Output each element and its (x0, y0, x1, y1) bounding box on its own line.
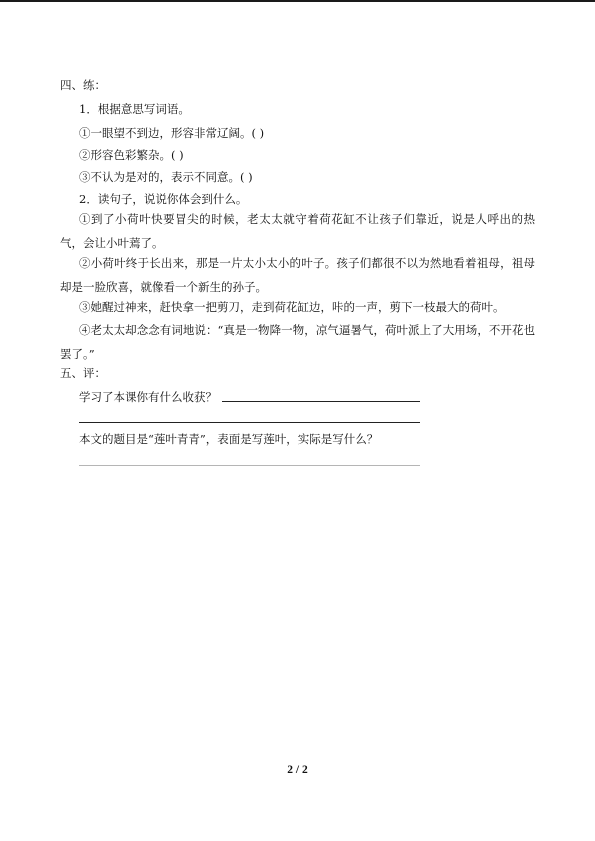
question1-item-3: ③不认为是对的，表示不同意。( ) (79, 170, 253, 184)
answer-line-2[interactable] (79, 422, 420, 423)
section4-heading: 四、练： (60, 78, 106, 92)
answer-line-1[interactable] (222, 401, 420, 402)
question2-item-1: ①到了小荷叶快要冒尖的时候，老太太就守着荷花缸不让孩子们靠近，说是人呼出的热气，会让小叶蔫了。 (60, 212, 535, 250)
answer-line-3[interactable] (79, 465, 420, 466)
page-number: 2 / 2 (287, 764, 308, 776)
question2-item-2: ②小荷叶终于长出来，那是一片太小太小的叶子。孩子们都很不以为然地看着祖母，祖母却是一脸欣喜，就像看一个新生的孙子。 (60, 256, 535, 294)
question2-title: 2．读句子，说说你体会到什么。 (79, 192, 248, 206)
reflection-prompt-1: 学习了本课你有什么收获？ (79, 390, 217, 404)
question1-title: 1．根据意思写词语。 (79, 102, 190, 116)
question2-item-4: ④老太太却念念有词地说：“真是一物降一物，凉气逼暑气，荷叶派上了大用场，不开花也罢了。” (60, 323, 535, 361)
reflection-prompt-2: 本文的题目是“莲叶青青”，表面是写莲叶，实际是写什么？ (79, 432, 379, 446)
section5-heading: 五、评： (60, 366, 106, 380)
header-rule (0, 0, 595, 2)
question1-item-1: ①一眼望不到边，形容非常辽阔。( ) (79, 126, 265, 140)
question1-item-2: ②形容色彩繁杂。( ) (79, 148, 184, 162)
question2-item-3: ③她醒过神来，赶快拿一把剪刀，走到荷花缸边，咔的一声，剪下一枝最大的荷叶。 (79, 300, 505, 314)
